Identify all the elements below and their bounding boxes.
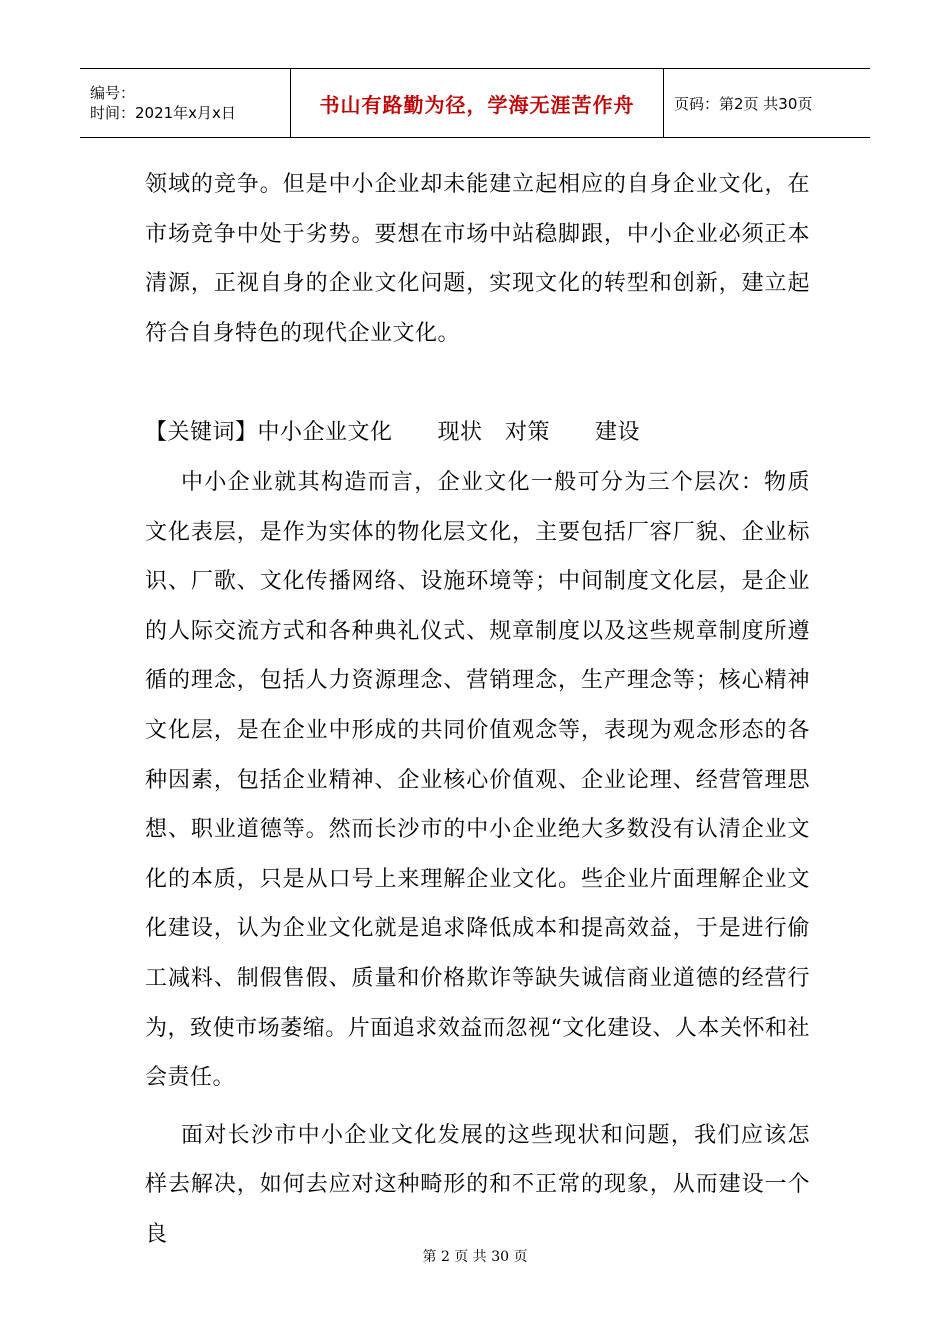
keywords-line: 【关键词】中小企业文化 现状 对策 建设 [145,420,641,446]
page-header [80,68,870,138]
paragraph-2: 中小企业就其构造而言，企业文化一般可分为三个层次：物质文化表层，是作为实体的物化层文化，主要包括厂容厂貌、企业标识、厂歌、文化传播网络、设施环境等；中间制度文化层，是企业的人际交流方式和各种典礼仪式、规章制度以及这些规章制度所遵循的理念，包括人力资源理念、营销理念，生产理念等；核心精神文化层，是在企业中形成的共同价值观念等，表现为观念形态的各种因素，包括企业精神、企业核心价值观、企业论理、经营管理思想、职业道德等。然而长沙市的中小企业绝大多数没有认清企业文化的本质，只是从口号上来理解企业文化。些企业片面理解企业文化建设，认为企业文化就是追求降低成本和提高效益，于是进行偷工减料、制假售假、质量和价格欺诈等缺失诚信商业道德的经营行为，致使市场萎缩。片面追求效益而忽视“文化建设、人本关怀和社会责任。 [145,469,810,1091]
header-page-cell [664,69,870,137]
paragraph-3: 面对长沙市中小企业文化发展的这些现状和问题，我们应该怎样去解决，如何去应对这种畸形的和不正常的现象，从而建设一个良 [145,1122,810,1247]
document-number-label: 编号： [90,84,136,102]
document-time-label: 时间：2021年x月x日 [90,104,236,122]
header-info [80,69,291,137]
document-body [145,160,810,1259]
page-footer: 第 2 页 共 30 页 [422,1249,528,1265]
header-motto-cell [291,69,664,137]
paragraph-1: 领域的竞争。但是中小企业却未能建立起相应的自身企业文化，在市场竞争中处于劣势。要想在市场中站稳脚跟，中小企业必须正本清源，正视自身的企业文化问题，实现文化的转型和创新，建立起符合自身特色的现代企业文化。 [145,172,810,346]
header-page-label: 页码：第2页 共30页 [674,94,813,113]
header-motto: 书山有路勤为径，学海无涯苦作舟 [319,92,635,117]
